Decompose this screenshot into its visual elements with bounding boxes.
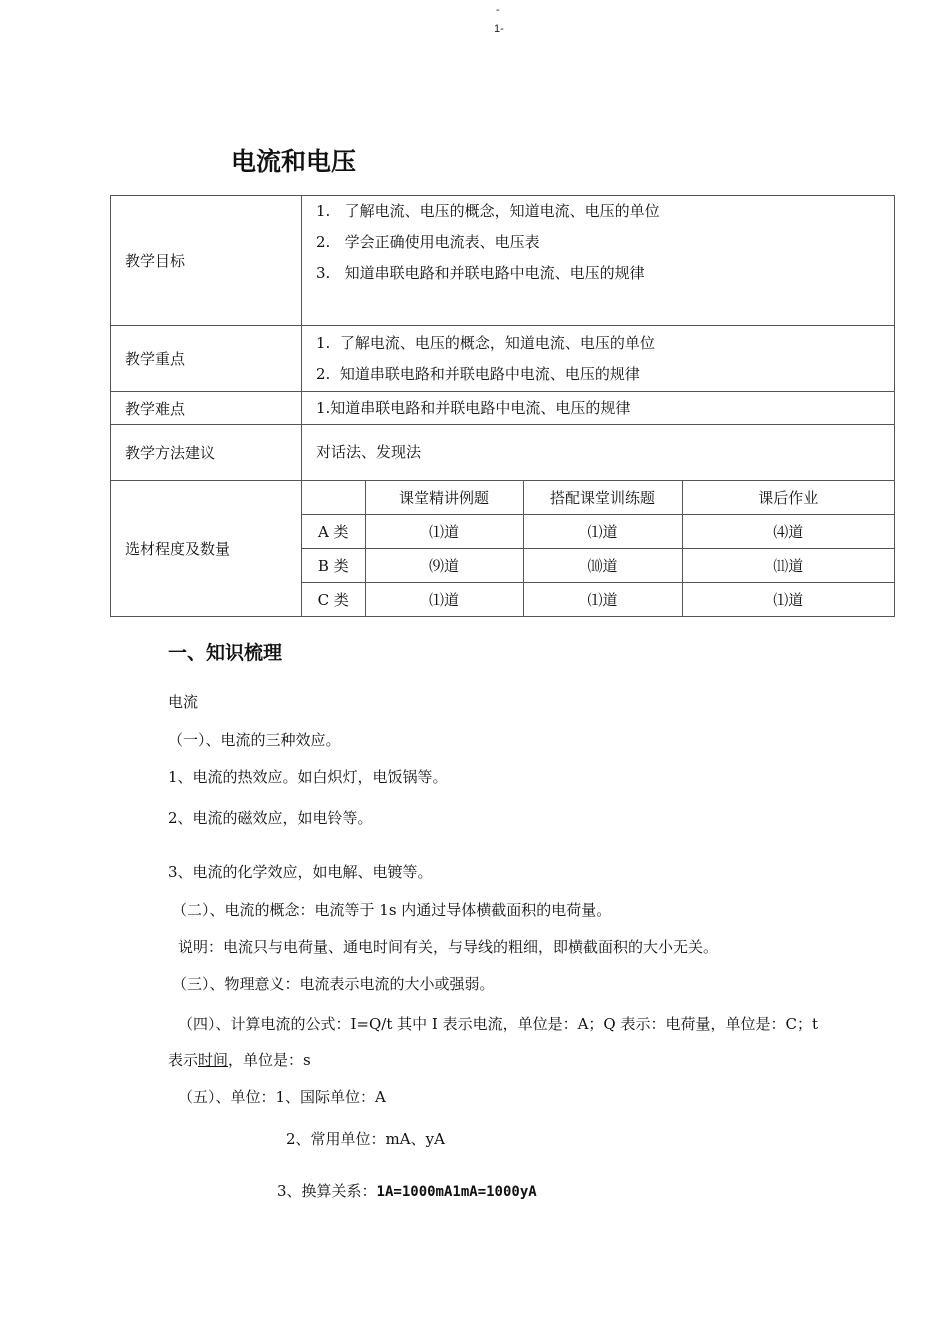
section-heading: 一、知识梳理 [168, 642, 283, 664]
row-header: B 类 [302, 549, 365, 583]
page-number: 1- [494, 23, 504, 35]
difficulties-cell [302, 392, 895, 425]
paragraph: （二）、电流的概念：电流等于 1s 内通过导体横截面积的电荷量。 [172, 901, 612, 919]
table-row-difficulties [111, 392, 895, 425]
paragraph: 1、电流的热效应。如白炽灯，电饭锅等。 [168, 768, 448, 786]
table-row [302, 549, 894, 583]
table-row-key-points [111, 326, 895, 392]
row-header: A 类 [302, 515, 365, 549]
column-header: 搭配课堂训练题 [523, 481, 682, 515]
table-cell [302, 481, 365, 515]
paragraph: 3、电流的化学效应，如电解、电镀等。 [168, 863, 433, 881]
paragraph [168, 1049, 311, 1070]
list-item: 2. 知道串联电路和并联电路中电流、电压的规律 [316, 364, 640, 383]
materials-cell [302, 481, 895, 617]
table-cell: ⑷道 [682, 515, 894, 549]
table-row [302, 583, 894, 617]
header-mark: - [496, 4, 500, 16]
row-label: 选材程度及数量 [111, 481, 302, 617]
paragraph: （一）、电流的三种效应。 [168, 731, 341, 749]
table-row-objectives [111, 196, 895, 326]
text-span: ，单位是：s [228, 1051, 311, 1069]
column-header: 课堂精讲例题 [365, 481, 523, 515]
list-item: 1.知道串联电路和并联电路中电流、电压的规律 [316, 398, 631, 417]
materials-table [302, 481, 894, 616]
list-item: 1. 了解电流、电压的概念，知道电流、电压的单位 [316, 202, 660, 220]
methods-cell [302, 425, 895, 481]
paragraph [277, 1180, 537, 1201]
table-cell: ⑴道 [365, 515, 523, 549]
paragraph: （四）、计算电流的公式：I=Q/t 其中 I 表示电流，单位是：A；Q 表示：电荷量，单位是：C；t [178, 1015, 819, 1033]
table-cell: ⑽道 [523, 549, 682, 583]
paragraph: （五）、单位：1、国际单位：A [178, 1088, 386, 1106]
paragraph: 电流 [168, 693, 199, 711]
table-row [302, 515, 894, 549]
row-label: 教学方法建议 [111, 425, 302, 481]
table-row-materials [111, 481, 895, 617]
column-header: 课后作业 [682, 481, 894, 515]
table-row-methods [111, 425, 895, 481]
list-item: 对话法、发现法 [316, 443, 422, 461]
text-span: 3、换算关系： [277, 1182, 377, 1200]
table-row [302, 481, 894, 515]
key-points-cell [302, 326, 895, 392]
table-cell: ⑾道 [682, 549, 894, 583]
objectives-cell [302, 196, 895, 326]
row-label: 教学重点 [111, 326, 302, 392]
row-header: C 类 [302, 583, 365, 617]
table-cell: ⑴道 [682, 583, 894, 617]
table-cell: ⑴道 [365, 583, 523, 617]
list-item: 3. 知道串联电路和并联电路中电流、电压的规律 [316, 264, 645, 282]
text-span: 表示 [168, 1051, 199, 1069]
paragraph: 说明：电流只与电荷量、通电时间有关，与导线的粗细，即横截面积的大小无关。 [178, 938, 719, 956]
paragraph: （三）、物理意义：电流表示电流的大小或强弱。 [172, 975, 495, 993]
table-cell: ⑼道 [365, 549, 523, 583]
conversion-formula: 1A=1000mA1mA=1000yA [376, 1184, 537, 1200]
underlined-text: 时间 [198, 1051, 229, 1069]
paragraph: 2、常用单位：mA、yA [286, 1130, 445, 1148]
list-item: 2. 学会正确使用电流表、电压表 [316, 233, 540, 251]
table-cell: ⑴道 [523, 515, 682, 549]
page-title: 电流和电压 [231, 147, 357, 176]
paragraph: 2、电流的磁效应，如电铃等。 [168, 809, 373, 827]
table-cell: ⑴道 [523, 583, 682, 617]
lesson-plan-table [110, 195, 895, 617]
list-item: 1. 了解电流、电压的概念，知道电流、电压的单位 [316, 333, 655, 352]
row-label: 教学难点 [111, 392, 302, 425]
row-label: 教学目标 [111, 196, 302, 326]
